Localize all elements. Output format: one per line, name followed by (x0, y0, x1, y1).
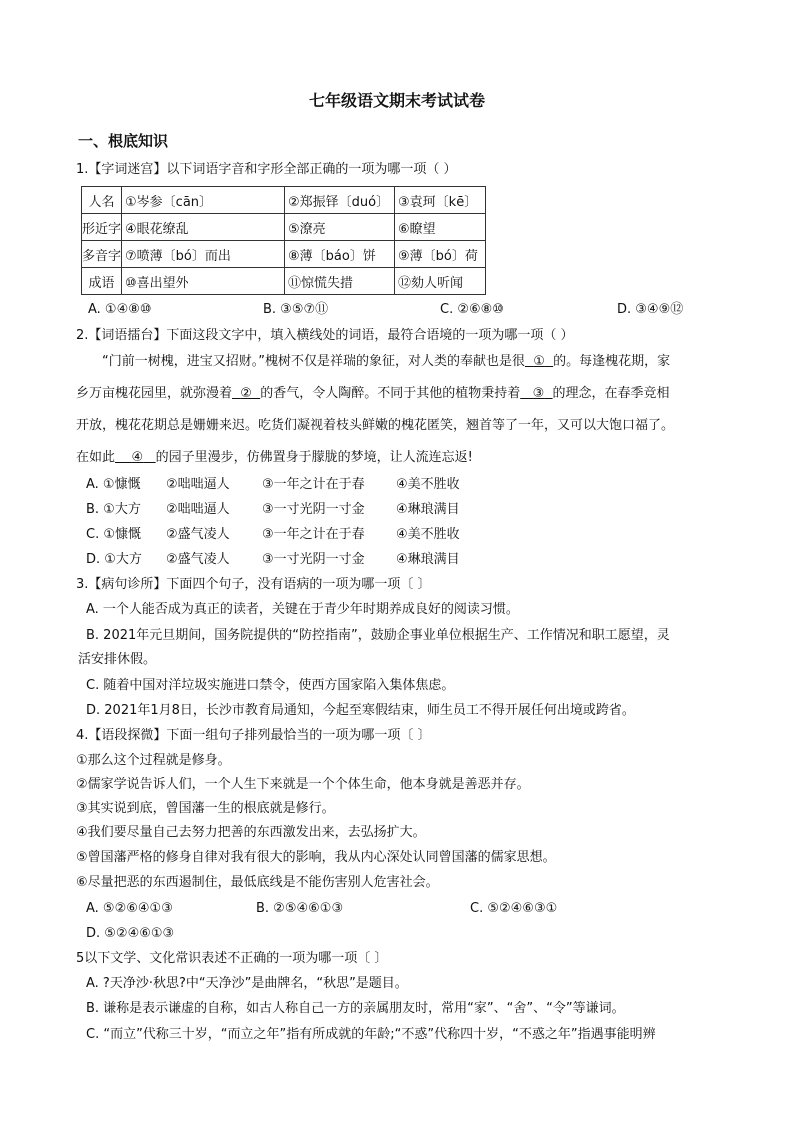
q4-sentence-3: ③其实说到底，曾国藩一生的根底就是修行。 (76, 801, 335, 816)
q4-sentence-1: ①那么这个过程就是修身。 (76, 753, 231, 768)
option-part: ④琳琅满目 (396, 552, 460, 567)
table-cell: 多音字 (82, 241, 122, 268)
option-part: A. ①慷慨 (86, 477, 141, 492)
q2-stem: 2.【词语擂台】下面这段文字中，填入横线处的词语，最符合语境的一项为哪一项（ ） (76, 328, 574, 343)
q4-option-b[interactable]: B. ②⑤④⑥①③ (256, 901, 344, 916)
q1-stem: 1.【字词迷宫】以下词语字音和字形全部正确的一项为哪一项（ ） (76, 162, 457, 177)
q2-text: 的香气，令人陶醉。不同于其他的植物秉持着 (260, 386, 521, 401)
table-row (82, 268, 486, 295)
q1-option-c[interactable]: C. ②⑥⑧⑩ (440, 302, 504, 317)
q4-sentence-4: ④我们要尽量自己去努力把善的东西激发出来，去弘扬扩大。 (76, 825, 426, 840)
table-cell: ②郑振铎〔duó〕 (285, 187, 395, 214)
table-cell: ⑤潦亮 (285, 214, 395, 241)
blank-4 (115, 448, 156, 468)
q4-option-c[interactable]: C. ⑤②④⑥③① (470, 901, 558, 916)
option-part: C. ①慷慨 (86, 527, 141, 542)
table-row (82, 187, 486, 214)
table-cell: ④眼花缭乱 (122, 214, 285, 241)
q4-sentence-6: ⑥尽量把恶的东西遏制住，最低底线是不能伤害别人危害社会。 (76, 875, 439, 890)
q2-text: 的理念，在春季竞相 (552, 386, 670, 401)
option-part: ②咄咄逼人 (166, 477, 230, 492)
q3-option-b[interactable]: B. 2021年元旦期间，国务院提供的“防控指南”，鼓励企事业单位根据生产、工作情况和职工愿望，灵 (86, 628, 670, 643)
q1-option-b[interactable]: B. ③⑤⑦⑪ (263, 302, 329, 317)
option-part: ②盛气凌人 (166, 552, 230, 567)
table-row (82, 214, 486, 241)
q2-text: 的园子里漫步，仿佛置身于朦胧的梦境，让人流连忘返! (155, 450, 473, 465)
table-cell: ⑩喜出望外 (122, 268, 285, 295)
q3-option-b-cont: 活安排休假。 (78, 652, 157, 667)
q4-option-d[interactable]: D. ⑤②④⑥①③ (86, 926, 175, 941)
q5-option-a[interactable]: A. ?天净沙·秋思?中“天净沙”是曲牌名，“秋思”是题目。 (86, 976, 408, 991)
q1-table (81, 186, 486, 295)
table-cell: ③袁珂〔kē〕 (395, 187, 486, 214)
q2-text: “门前一树槐，进宝又招财。”槐树不仅是祥瑞的象征，对人类的奉献也是很 (102, 354, 525, 369)
q2-para-line (102, 352, 670, 372)
option-part: ④美不胜收 (396, 527, 460, 542)
table-cell: ⑪惊慌失措 (285, 268, 395, 295)
option-part: ③一寸光阴一寸金 (262, 502, 365, 517)
blank-label: ② (240, 386, 252, 401)
q3-option-c[interactable]: C. 随着中国对洋垃圾实施进口禁令，使西方国家陷入集体焦虑。 (86, 678, 455, 693)
q4-sentence-2: ②儒家学说告诉人们，一个人生下来就是一个个体生命，他本身就是善恶并存。 (76, 777, 530, 792)
blank-1 (525, 352, 553, 372)
page-title: 七年级语文期末考试试卷 (308, 91, 485, 110)
table-cell: ⑫劾人听闻 (395, 268, 486, 295)
q4-stem: 4.【语段探微】下面一组句子排列最恰当的一项为哪一项〔 〕 (76, 728, 431, 743)
table-cell: ①岑参〔cān〕 (122, 187, 285, 214)
q5-option-c[interactable]: C. “而立”代称三十岁，“而立之年”指有所成就的年龄;“不惑”代称四十岁，“不惑之年”指遇事能明辨 (86, 1027, 656, 1042)
q4-sentence-5: ⑤曾国藩严格的修身自律对我有很大的影响，我从内心深处认同曾国藩的儒家思想。 (76, 850, 556, 865)
blank-label: ③ (532, 386, 545, 401)
q5-stem: 5以下文学、文化常识表述不正确的一项为哪一项〔 〕 (76, 951, 388, 966)
blank-label: ① (533, 354, 545, 369)
option-part: ④美不胜收 (396, 477, 460, 492)
option-part: ③一年之计在于春 (262, 527, 365, 542)
q4-option-a[interactable]: A. ⑤②⑥④①③ (86, 901, 173, 916)
q2-para-line (76, 384, 670, 404)
blank-3 (520, 384, 552, 404)
table-cell: 成语 (82, 268, 122, 295)
q1-option-a[interactable]: A. ①④⑧⑩ (88, 302, 152, 317)
option-part: ②咄咄逼人 (166, 502, 230, 517)
option-part: ③一年之计在于春 (262, 477, 365, 492)
q2-para-line: 开放，槐花花期总是姗姗来迟。吃货们凝视着枝头鲜嫩的槐花匿笑，翘首等了一年，又可以大饱口福了。 (76, 418, 675, 433)
q2-para-line (76, 448, 473, 468)
table-cell: ⑧薄〔báo〕饼 (285, 241, 395, 268)
q3-stem: 3.【病句诊所】下面四个句子，没有语病的一项为哪一项〔 〕 (76, 577, 431, 592)
option-part: ②盛气凌人 (166, 527, 230, 542)
table-cell: ⑨薄〔bó〕荷 (395, 241, 486, 268)
option-part: ④琳琅满目 (396, 502, 460, 517)
q1-option-d[interactable]: D. ③④⑨⑫ (617, 302, 684, 317)
table-row (82, 241, 486, 268)
option-part: ③一寸光阴一寸金 (262, 552, 365, 567)
blank-2 (232, 384, 260, 404)
q5-option-b[interactable]: B. 谦称是表示谦虚的自称，如古人称自己一方的亲属朋友时，常用“家”、“舍”、“令”等谦词。 (86, 1001, 625, 1016)
option-part: B. ①大方 (86, 502, 141, 517)
table-cell: ⑥瞭望 (395, 214, 486, 241)
table-cell: 人名 (82, 187, 122, 214)
section-heading: 一、根底知识 (78, 132, 169, 150)
q3-option-a[interactable]: A. 一个人能否成为真正的读者，关键在于青少年时期养成良好的阅读习惯。 (86, 602, 519, 617)
option-part: D. ①大方 (86, 552, 142, 567)
table-cell: ⑦喷薄〔bó〕而出 (122, 241, 285, 268)
blank-label: ④ (131, 450, 144, 465)
q3-option-d[interactable]: D. 2021年1月8日，长沙市教育局通知，今起至寒假结束，师生员工不得开展任何出境或跨省。 (86, 703, 635, 718)
q2-text: 在如此 (76, 450, 116, 465)
table-cell: 形近字 (82, 214, 122, 241)
q2-text: 的。每逢槐花期，家 (553, 354, 671, 369)
q2-text: 乡万亩槐花园里，就弥漫着 (76, 386, 233, 401)
